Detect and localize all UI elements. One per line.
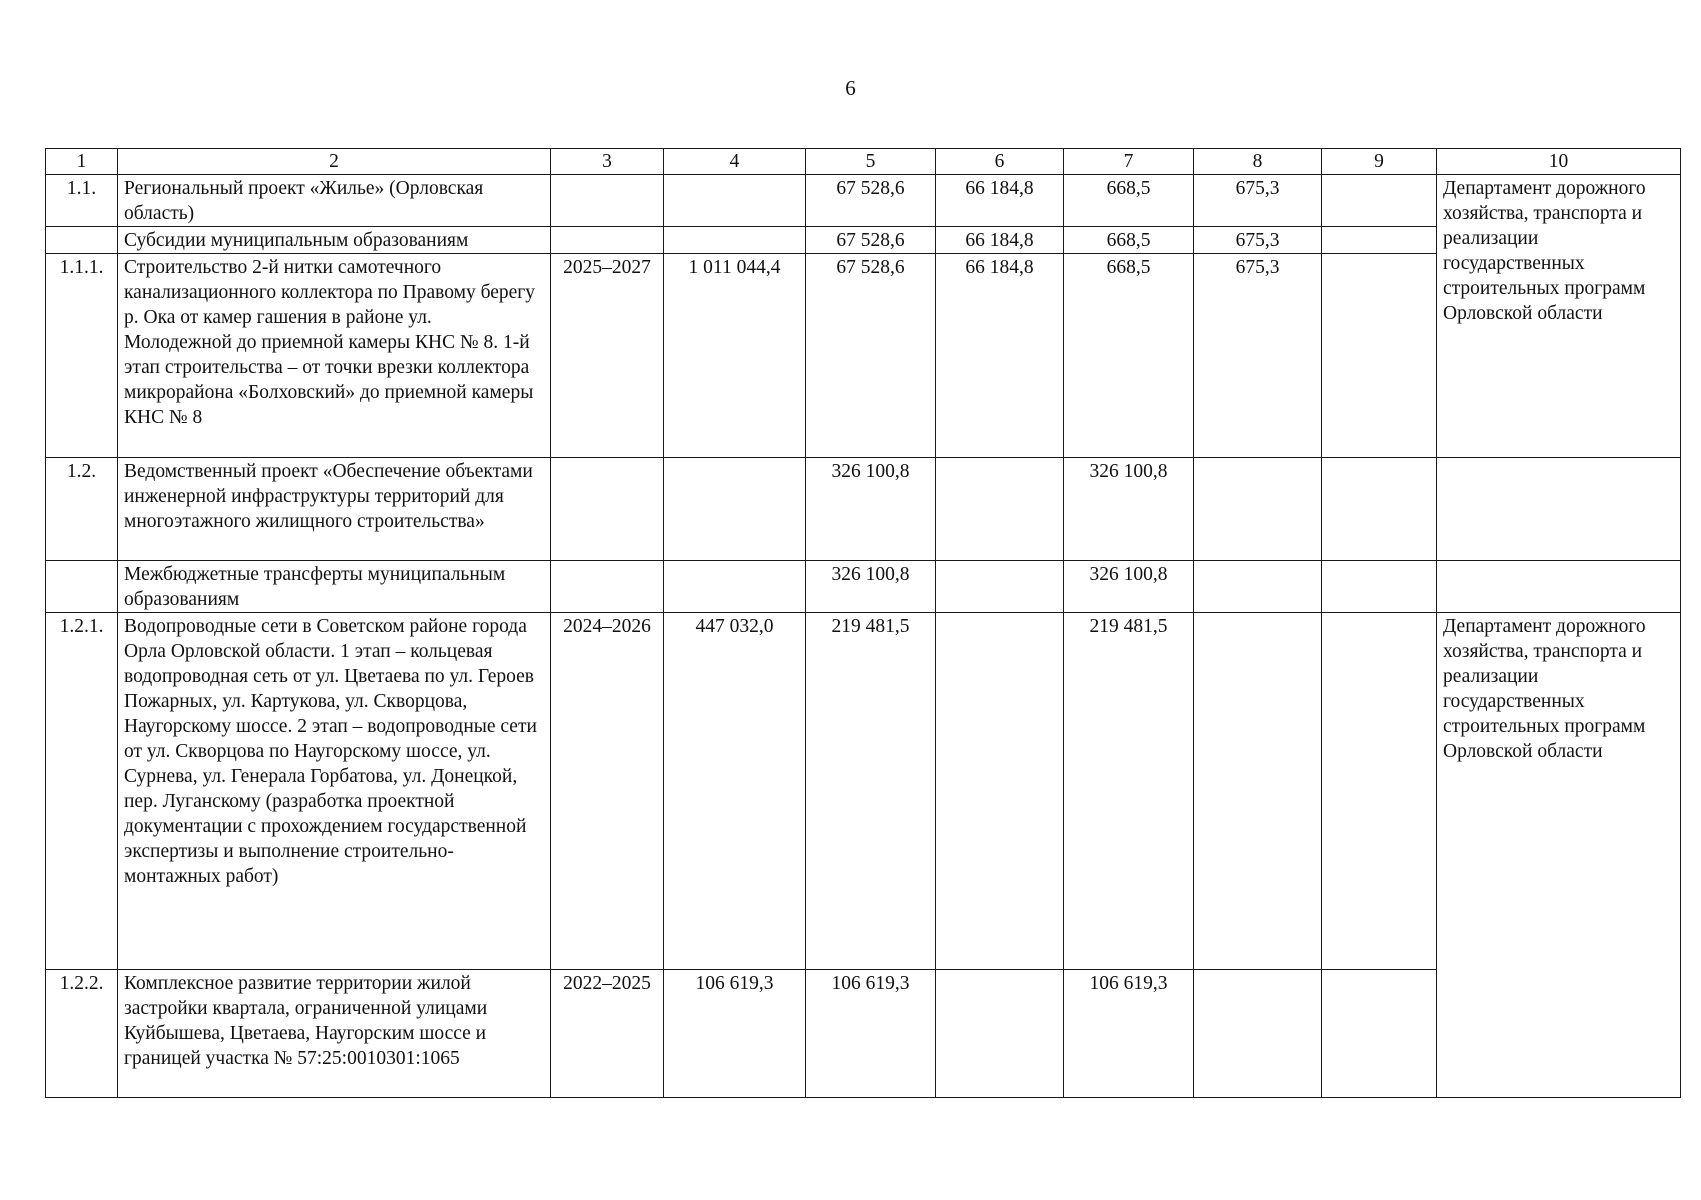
row-col7: 326 100,8 <box>1064 561 1194 613</box>
row-total <box>664 458 806 561</box>
responsible-department: Департамент дорожного хозяйства, транспорта и реализации государственных строительных программ Орловской области <box>1437 175 1681 458</box>
column-header: 8 <box>1194 149 1322 175</box>
column-header: 2 <box>118 149 551 175</box>
table-row <box>46 613 1681 970</box>
row-col6: 66 184,8 <box>936 227 1064 254</box>
row-col5: 219 481,5 <box>806 613 936 970</box>
row-total <box>664 227 806 254</box>
table-row <box>46 561 1681 613</box>
row-col6 <box>936 613 1064 970</box>
responsible-department <box>1437 561 1681 613</box>
row-col6: 66 184,8 <box>936 254 1064 458</box>
row-col7: 668,5 <box>1064 254 1194 458</box>
row-col8: 675,3 <box>1194 254 1322 458</box>
row-number: 1.2.2. <box>46 970 118 1098</box>
row-period: 2022–2025 <box>551 970 664 1098</box>
row-number <box>46 561 118 613</box>
row-name: Комплексное развитие территории жилой застройки квартала, ограниченной улицами Куйбышева, Цветаева, Наугорским шоссе и границей участка № 57:25:0010301:1065 <box>118 970 551 1098</box>
row-total <box>664 175 806 227</box>
row-period <box>551 561 664 613</box>
row-col9 <box>1322 970 1437 1098</box>
row-col5: 67 528,6 <box>806 254 936 458</box>
row-col5: 326 100,8 <box>806 458 936 561</box>
row-col5: 326 100,8 <box>806 561 936 613</box>
column-header: 4 <box>664 149 806 175</box>
row-name: Строительство 2-й нитки самотечного канализационного коллектора по Правому берегу р. Ока от камер гашения в районе ул. Молодежной до приемной камеры КНС № 8. 1-й этап строительства – от точки врезки коллектора микрорайона «Болховский» до приемной камеры КНС № 8 <box>118 254 551 458</box>
column-header: 10 <box>1437 149 1681 175</box>
row-col8 <box>1194 458 1322 561</box>
row-period <box>551 458 664 561</box>
table-row <box>46 970 1681 1098</box>
row-col7: 668,5 <box>1064 227 1194 254</box>
row-total: 1 011 044,4 <box>664 254 806 458</box>
responsible-department <box>1437 458 1681 561</box>
row-name: Региональный проект «Жилье» (Орловская область) <box>118 175 551 227</box>
row-col8 <box>1194 613 1322 970</box>
column-header: 3 <box>551 149 664 175</box>
table-row <box>46 175 1681 227</box>
row-col9 <box>1322 458 1437 561</box>
row-col7: 106 619,3 <box>1064 970 1194 1098</box>
table-row <box>46 254 1681 458</box>
row-col9 <box>1322 561 1437 613</box>
column-header: 1 <box>46 149 118 175</box>
row-col5: 67 528,6 <box>806 175 936 227</box>
row-name: Водопроводные сети в Советском районе города Орла Орловской области. 1 этап – кольцевая водопроводная сеть от ул. Цветаева по ул. Героев Пожарных, ул. Картукова, ул. Скворцова, Наугорскому шоссе. 2 этап – водопроводные сети от ул. Скворцова по Наугорскому шоссе, ул. Сурнева, ул. Генерала Горбатова, ул. Донецкой, пер. Луганскому (разработка проектной документации с прохождением государственной экспертизы и выполнение строительно-монтажных работ) <box>118 613 551 970</box>
row-period <box>551 227 664 254</box>
column-number-row <box>46 149 1681 175</box>
row-col5: 106 619,3 <box>806 970 936 1098</box>
row-number: 1.1. <box>46 175 118 227</box>
row-number: 1.2. <box>46 458 118 561</box>
row-col6 <box>936 458 1064 561</box>
row-col7: 668,5 <box>1064 175 1194 227</box>
row-name: Ведомственный проект «Обеспечение объектами инженерной инфраструктуры территорий для многоэтажного жилищного строительства» <box>118 458 551 561</box>
row-col9 <box>1322 227 1437 254</box>
column-header: 5 <box>806 149 936 175</box>
row-col6 <box>936 561 1064 613</box>
row-col7: 326 100,8 <box>1064 458 1194 561</box>
table-row <box>46 458 1681 561</box>
row-col9 <box>1322 175 1437 227</box>
row-period <box>551 175 664 227</box>
row-period: 2025–2027 <box>551 254 664 458</box>
row-period: 2024–2026 <box>551 613 664 970</box>
responsible-department: Департамент дорожного хозяйства, транспорта и реализации государственных строительных программ Орловской области <box>1437 613 1681 1098</box>
row-col9 <box>1322 613 1437 970</box>
page-number: 6 <box>845 76 856 100</box>
row-total <box>664 561 806 613</box>
row-col6 <box>936 970 1064 1098</box>
row-col8 <box>1194 970 1322 1098</box>
table-row <box>46 227 1681 254</box>
row-col6: 66 184,8 <box>936 175 1064 227</box>
row-number: 1.2.1. <box>46 613 118 970</box>
row-col7: 219 481,5 <box>1064 613 1194 970</box>
row-total: 106 619,3 <box>664 970 806 1098</box>
row-name: Субсидии муниципальным образованиям <box>118 227 551 254</box>
column-header: 9 <box>1322 149 1437 175</box>
program-table <box>45 148 1681 1098</box>
row-number <box>46 227 118 254</box>
row-col8: 675,3 <box>1194 227 1322 254</box>
row-col9 <box>1322 254 1437 458</box>
row-name: Межбюджетные трансферты муниципальным образованиям <box>118 561 551 613</box>
row-number: 1.1.1. <box>46 254 118 458</box>
row-col8 <box>1194 561 1322 613</box>
row-col5: 67 528,6 <box>806 227 936 254</box>
column-header: 6 <box>936 149 1064 175</box>
row-total: 447 032,0 <box>664 613 806 970</box>
row-col8: 675,3 <box>1194 175 1322 227</box>
column-header: 7 <box>1064 149 1194 175</box>
